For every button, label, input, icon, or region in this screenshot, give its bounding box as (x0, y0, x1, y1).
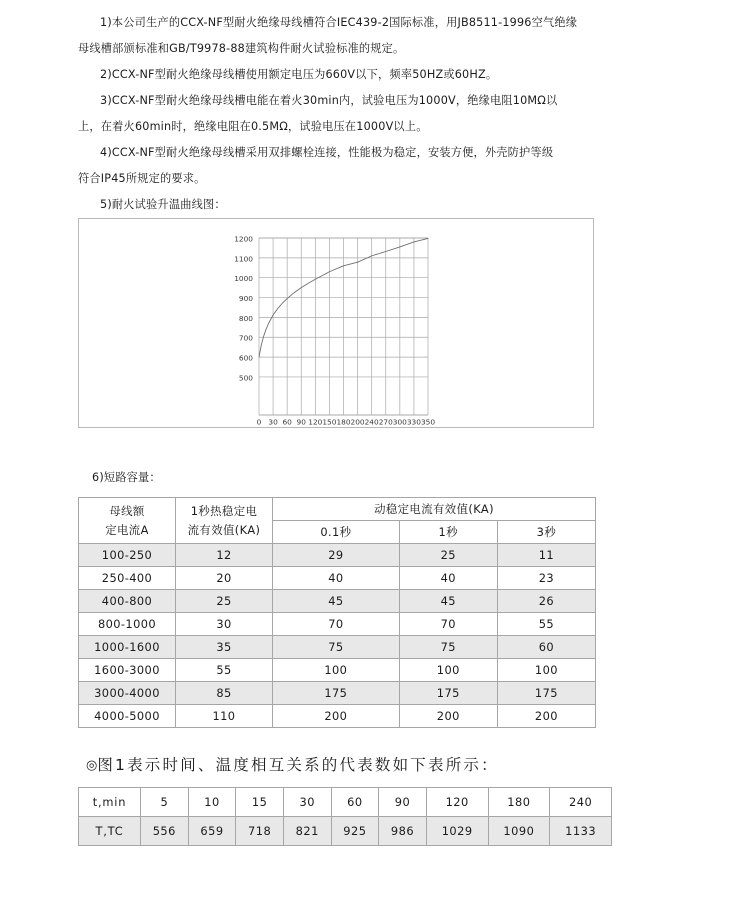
svg-text:1000: 1000 (234, 274, 253, 284)
table-row (79, 567, 596, 590)
svg-text:1100: 1100 (234, 254, 253, 264)
intro-paragraphs (78, 10, 626, 218)
paragraph-3: 3)CCX-NF型耐火绝缘母线槽电能在着火30min内，试验电压为1000V，绝缘电阻10MΩ以 (100, 94, 558, 107)
svg-text:800: 800 (238, 313, 253, 323)
cell-time: 120 (426, 788, 488, 817)
cell-current: 100-250 (79, 544, 176, 567)
cell-temperature: 1090 (488, 817, 550, 846)
svg-text:30: 30 (268, 417, 278, 427)
svg-text:350: 350 (420, 417, 436, 427)
cell-temperature: 659 (188, 817, 236, 846)
svg-text:700: 700 (238, 333, 253, 343)
cell-temperature: 1133 (550, 817, 612, 846)
cell-d3: 175 (497, 682, 595, 705)
temperature-curve-svg (79, 219, 593, 427)
header-dynamic-group: 动稳定电流有效值(KA) (273, 498, 596, 521)
header-rated-current-line1: 母线额 (109, 503, 145, 518)
cell-d1: 175 (399, 682, 497, 705)
table-row (79, 636, 596, 659)
table-row (79, 705, 596, 728)
cell-d01: 40 (273, 567, 400, 590)
cell-d01: 70 (273, 613, 400, 636)
figure1-heading-text: 图1表示时间、温度相互关系的代表数如下表所示： (97, 756, 499, 774)
time-row-label: t,min (79, 788, 141, 817)
cell-time: 60 (331, 788, 379, 817)
header-rated-current-line2: 定电流A (105, 522, 149, 537)
paragraph-1b: 母线槽部颁标准和GB/T9978-88建筑构件耐火试验标准的规定。 (78, 42, 405, 55)
table-row-time (79, 788, 612, 817)
cell-temperature: 718 (236, 817, 284, 846)
paragraph-4: 4)CCX-NF型耐火绝缘母线槽采用双排螺栓连接，性能极为稳定，安装方便，外壳防护等级 (100, 146, 554, 159)
cell-d01: 100 (273, 659, 400, 682)
cell-time: 10 (188, 788, 236, 817)
cell-d3: 200 (497, 705, 595, 728)
table-row (79, 613, 596, 636)
svg-text:900: 900 (238, 293, 253, 303)
temp-row-label: T,TC (79, 817, 141, 846)
cell-temperature: 556 (141, 817, 189, 846)
cell-d01: 75 (273, 636, 400, 659)
svg-text:60: 60 (282, 417, 292, 427)
svg-text:0: 0 (256, 417, 262, 427)
cell-time: 180 (488, 788, 550, 817)
svg-text:180: 180 (336, 417, 351, 427)
cell-thermal: 35 (176, 636, 273, 659)
svg-text:200: 200 (350, 417, 365, 427)
svg-text:1200: 1200 (234, 234, 253, 244)
cell-time: 240 (550, 788, 612, 817)
cell-temperature: 821 (283, 817, 331, 846)
short-circuit-table-body (79, 544, 596, 728)
cell-thermal: 110 (176, 705, 273, 728)
time-temperature-table-body (79, 788, 612, 846)
cell-d3: 11 (497, 544, 595, 567)
cell-current: 3000-4000 (79, 682, 176, 705)
fire-test-temperature-curve-chart (78, 218, 594, 428)
svg-text:240: 240 (364, 417, 379, 427)
time-temperature-table (78, 787, 612, 846)
cell-d1: 40 (399, 567, 497, 590)
cell-thermal: 12 (176, 544, 273, 567)
cell-d1: 200 (399, 705, 497, 728)
cell-d01: 45 (273, 590, 400, 613)
svg-text:600: 600 (238, 353, 253, 363)
cell-d1: 75 (399, 636, 497, 659)
cell-d3: 26 (497, 590, 595, 613)
header-thermal-stability-line2: 流有效值(KA) (187, 522, 261, 537)
table-row (79, 682, 596, 705)
header-thermal-stability-line1: 1秒热稳定电 (190, 503, 258, 518)
short-circuit-table-wrapper (78, 497, 596, 728)
svg-text:330: 330 (406, 417, 421, 427)
header-row-top (79, 498, 596, 521)
cell-d01: 175 (273, 682, 400, 705)
table-row-temperature (79, 817, 612, 846)
section-label-short-circuit: 6)短路容量： (92, 471, 161, 484)
svg-text:90: 90 (296, 417, 306, 427)
cell-current: 400-800 (79, 590, 176, 613)
cell-d3: 23 (497, 567, 595, 590)
cell-temperature: 1029 (426, 817, 488, 846)
cell-time: 90 (379, 788, 427, 817)
svg-text:120: 120 (308, 417, 323, 427)
cell-thermal: 20 (176, 567, 273, 590)
cell-d01: 29 (273, 544, 400, 567)
cell-d1: 45 (399, 590, 497, 613)
cell-current: 800-1000 (79, 613, 176, 636)
header-sub-0p1s: 0.1秒 (273, 521, 400, 544)
header-sub-3s: 3秒 (497, 521, 595, 544)
short-circuit-table (78, 497, 596, 728)
cell-temperature: 986 (379, 817, 427, 846)
cell-time: 5 (141, 788, 189, 817)
circle-bullet-icon: ◎ (86, 758, 98, 773)
cell-current: 4000-5000 (79, 705, 176, 728)
cell-d3: 60 (497, 636, 595, 659)
paragraph-1: 1)本公司生产的CCX-NF型耐火绝缘母线槽符合IEC439-2国际标准，用JB8511-1996空气绝缘 (100, 16, 578, 29)
cell-current: 250-400 (79, 567, 176, 590)
cell-d3: 100 (497, 659, 595, 682)
svg-text:300: 300 (392, 417, 407, 427)
cell-thermal: 25 (176, 590, 273, 613)
cell-thermal: 30 (176, 613, 273, 636)
figure1-heading (86, 753, 499, 775)
cell-d1: 70 (399, 613, 497, 636)
time-temperature-table-wrapper (78, 787, 612, 846)
paragraph-3b: 上，在着火60min时，绝缘电阻在0.5MΩ，试验电压在1000V以上。 (78, 120, 428, 133)
svg-text:150: 150 (322, 417, 337, 427)
paragraph-2: 2)CCX-NF型耐火绝缘母线槽使用额定电压为660V以下，频率50HZ或60HZ。 (100, 68, 498, 81)
chart-inner (79, 219, 593, 427)
cell-temperature: 925 (331, 817, 379, 846)
cell-d1: 25 (399, 544, 497, 567)
table-row (79, 544, 596, 567)
svg-text:270: 270 (378, 417, 393, 427)
cell-thermal: 55 (176, 659, 273, 682)
header-thermal-stability (176, 498, 273, 544)
header-rated-current (79, 498, 176, 544)
header-sub-1s: 1秒 (399, 521, 497, 544)
paragraph-4b: 符合IP45所规定的要求。 (78, 172, 206, 185)
cell-thermal: 85 (176, 682, 273, 705)
paragraph-5: 5)耐火试验升温曲线图： (100, 198, 226, 211)
cell-time: 15 (236, 788, 284, 817)
cell-current: 1000-1600 (79, 636, 176, 659)
cell-d3: 55 (497, 613, 595, 636)
cell-time: 30 (283, 788, 331, 817)
short-circuit-table-head (79, 498, 596, 544)
svg-text:500: 500 (238, 373, 253, 383)
cell-d01: 200 (273, 705, 400, 728)
cell-current: 1600-3000 (79, 659, 176, 682)
cell-d1: 100 (399, 659, 497, 682)
table-row (79, 590, 596, 613)
table-row (79, 659, 596, 682)
